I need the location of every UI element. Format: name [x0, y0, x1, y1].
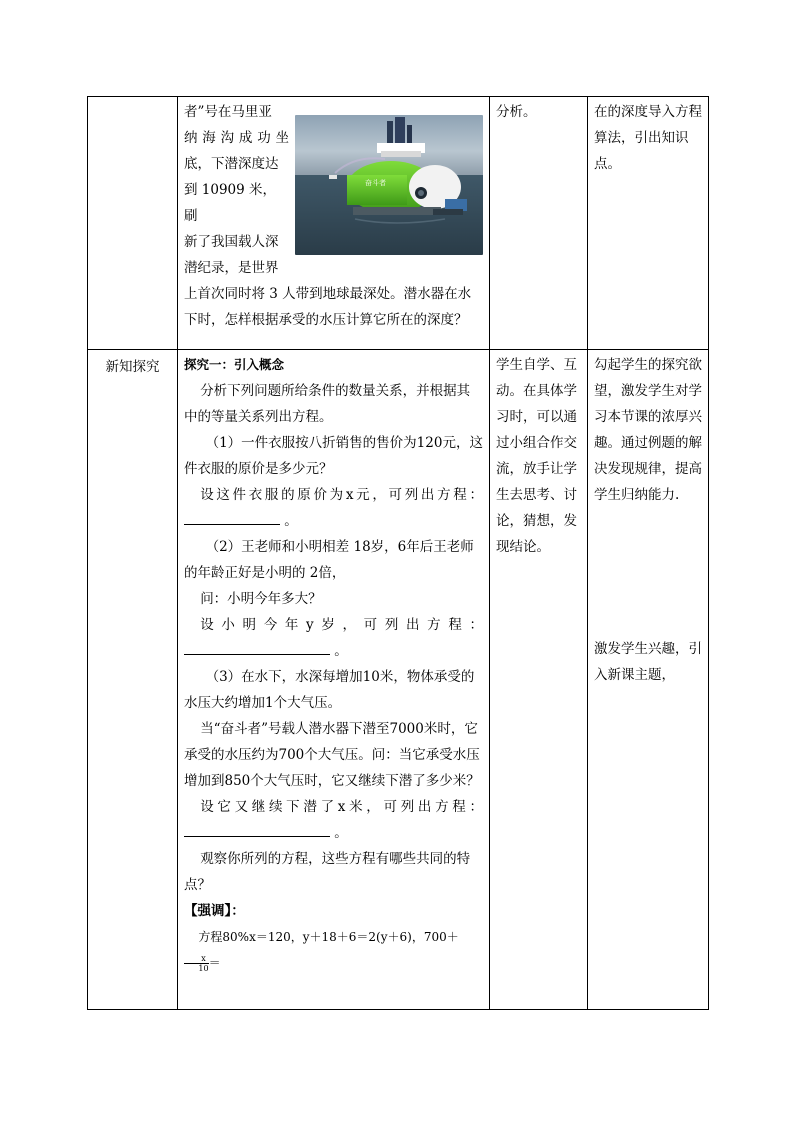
question-3: （3）在水下，水深每增加10米，物体承受的水压大约增加1个大气压。 [184, 669, 475, 711]
fraction-numerator: x [184, 954, 209, 964]
answer-blank-3-line [184, 820, 483, 846]
fendouzhe-submersible-image [295, 115, 483, 255]
equations-prefix: 方程80%x＝120，y＋18＋6＝2(y＋6)，700＋ [198, 930, 459, 944]
intro-line-5: 新了我国载人深 [184, 234, 279, 250]
new-design-intent-cell [588, 350, 709, 1010]
new-knowledge-row [88, 350, 709, 1010]
intro-tail-text: 上首次同时将 3 人带到地球最深处。潜水器在水下时，怎样根据承受的水压计算它所在的深度？ [184, 286, 472, 328]
intro-student-activity: 分析。 [490, 97, 588, 350]
answer-blank-3[interactable] [184, 822, 330, 837]
answer-blank-2-line [184, 638, 483, 664]
answer-blank-1-line [184, 508, 483, 534]
intro-section-cell [88, 97, 178, 350]
question-3-setup: 设它又继续下潜了x米，可列出方程： [200, 799, 483, 815]
observe-question: 观察你所列的方程，这些方程有哪些共同的特点？ [184, 851, 471, 893]
new-knowledge-content-cell [178, 350, 490, 1010]
exploration-heading: 探究一：引入概念 [184, 357, 285, 372]
intro-line-1: 者”号在马里亚 [184, 104, 272, 120]
equations-suffix: ＝ [208, 956, 221, 970]
question-2-setup: 设小明今年y岁，可列出方程： [200, 617, 483, 633]
equations-line [184, 924, 483, 976]
intro-design-intent: 在的深度导入方程算法，引出知识点。 [588, 97, 709, 350]
intro-row [88, 97, 709, 350]
submersible-photo [295, 115, 483, 255]
intro-content-cell [178, 97, 490, 350]
intro-line-4: 到 10909 米，刷 [184, 182, 277, 224]
intro-line-6: 潜纪录，是世界 [184, 260, 279, 276]
question-2-ask: 问：小明今年多大？ [200, 591, 322, 607]
lesson-plan-table [87, 96, 709, 1010]
question-1-setup: 设这件衣服的原价为x元，可列出方程： [200, 487, 483, 503]
period-2: 。 [334, 643, 348, 659]
exploration-intro: 分析下列问题所给条件的数量关系，并根据其中的等量关系列出方程。 [184, 383, 471, 425]
hull-logo-text: 奋斗者 [365, 179, 386, 187]
emphasis-label: 【强调】： [184, 903, 245, 919]
intro-line-3: 底，下潜深度达 [184, 156, 279, 172]
fraction-x-over-10 [184, 954, 209, 973]
design-intent-2: 激发学生兴趣，引入新课主题， [594, 641, 702, 683]
intro-line-2: 纳海沟成功坐 [184, 130, 289, 146]
section-label: 新知探究 [105, 359, 160, 375]
design-intent-spacer [594, 508, 702, 636]
section-label-cell [88, 350, 178, 1010]
answer-blank-2[interactable] [184, 640, 330, 655]
question-2: （2）王老师和小明相差 18岁，6年后王老师的年龄正好是小明的 2倍， [184, 539, 474, 581]
new-student-activity: 学生自学、互动。在具体学习时，可以通过小组合作交流，放手让学生去思考、讨论，猜想，发现结论。 [490, 350, 588, 1010]
period-3: 。 [334, 825, 348, 841]
question-1: （1）一件衣服按八折销售的售价为120元，这件衣服的原价是多少元？ [184, 435, 483, 477]
answer-blank-1[interactable] [184, 510, 280, 525]
period-1: 。 [284, 513, 298, 529]
design-intent-1: 勾起学生的探究欲望，激发学生对学习本节课的浓厚兴趣。通过例题的解决发现规律，提高学生归纳能力. [594, 357, 702, 503]
question-3-context: 当“奋斗者”号载人潜水器下潜至7000米时，它承受的水压约为700个大气压。问：当它承受水压增加到850个大气压时，它又继续下潜了多少米？ [184, 721, 480, 789]
fraction-denominator: 10 [198, 964, 209, 973]
